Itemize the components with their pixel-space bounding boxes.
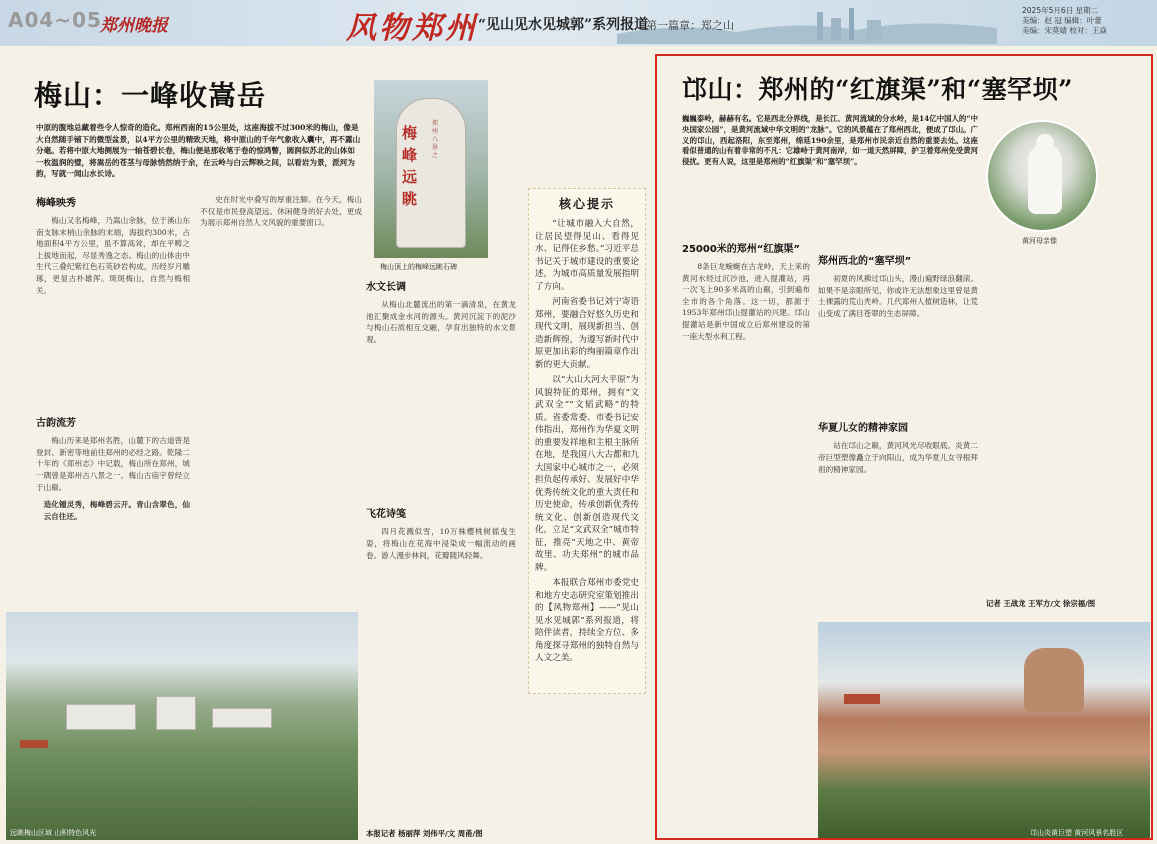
- edition-meta: [1022, 6, 1152, 36]
- stele-inscription: 梅峰远眺: [402, 124, 418, 208]
- giant-statue-shape: [1024, 648, 1084, 712]
- left-article-title: 梅山：一峰收嵩岳: [34, 79, 267, 112]
- core-tips-paragraph: 以“大山大河大平原”为风貌特征的郑州，拥有“文武双全”“文韬武略”的特质。省委常委、市委书记安伟指出，郑州作为华夏文明的重要发祥地和主根主脉所在地，是我国八大古都和九大国家中心城市之一，必须担负起传承好、发展好中华优秀传统文化的重大责任和历史使命，传承创新优秀传统文化、创新创造现代文化，立足“文武双全”城市特征，推亮“天地之中、黄帝故里、功夫郑州”的城市品牌。: [535, 375, 639, 573]
- right-article-title: 邙山：郑州的“红旗渠”和“塞罕坝”: [682, 75, 1074, 104]
- section-text-jingshen: 站在邙山之巅，黄河风光尽收眼底。炎黄二帝巨型塑像矗立于向阳山，成为华夏儿女寻根拜祖的精神家园。: [818, 441, 978, 474]
- mangshan-yandi-huangdi-statue-photo: [818, 622, 1150, 838]
- section-heading-jingshen: 华夏儿女的精神家园: [818, 423, 908, 435]
- right-column-1: [682, 240, 810, 836]
- right-column-3: [986, 252, 1146, 616]
- left-column-3: [366, 278, 516, 604]
- chapter-label: 第一篇章：郑之山: [646, 19, 734, 32]
- stele-side-inscription: 郑州八景之: [432, 120, 439, 159]
- right-article-lead: 巍巍泰岭，赫赫有名。它是西北分界线，是长江、黄河流域的分水岭，是14亿中国人的“中央国家公园”，是黄河流域中华文明的“龙脉”。它的风景蕴在了郑州西北，便成了邙山。广义的邙山，西起洛阳，东至郑州，绵延190余里，是郑州市民亲近自然的重要去处。这座看似普通的山有着非常的不凡：它雄峙于黄河南岸，如一道天然屏障，护卫着郑州免受黄河侵扰。更有人说，这里是郑州的“红旗渠”和“塞罕坝”。: [682, 114, 978, 167]
- left-column-2: [200, 194, 362, 604]
- core-tips-title: 核心提示: [558, 197, 615, 211]
- series-title: 风物郑州: [346, 11, 478, 46]
- section-heading-feihua: 飞花诗笺: [366, 509, 406, 521]
- section-text-saihanba: 初夏的风拂过邙山头，漫山遍野绿浪翻滚。如果不是亲眼所见，你或许无法想象这里曾是黄土裸露的荒山秃岭。几代郑州人植树造林，让荒山变成了满目苍翠的生态屏障。: [818, 274, 978, 318]
- section-text-continued: 史在时光中叠写的厚重注脚。在今天，梅山不仅是市民登高望远、休闲健身的好去处，更成为展示郑州自然人文风貌的重要窗口。: [200, 195, 362, 228]
- stele-photo-caption: 梅山顶上的梅峰远眺石碑: [380, 263, 457, 271]
- statue-body-shape: [1028, 144, 1062, 214]
- park-photo-caption: 远眺梅山区域 山积特色风光: [10, 829, 97, 837]
- section-heading-meifeng: 梅峰映秀: [36, 198, 76, 209]
- section-heading-hongqiqu: 25000米的郑州“红旗渠”: [682, 244, 800, 255]
- section-text-hongqiqu: 8条巨龙蜿蜒在古龙岭，天上来的黄河水经过沉沙池，进入提灌站，再一次飞上90多米高的山巅，引到遍布全市的各个角落。这一切，都源于1953年郑州邙山提灌站的兴建。邙山提灌站是新中国成立后郑州建设的第一座大型水利工程。: [682, 262, 810, 341]
- rooftop-shape: [20, 740, 48, 748]
- mangshan-photo-caption: 邙山炎黄巨塑 黄河风景名胜区: [1030, 829, 1124, 837]
- newspaper-logo: 郑州晚报: [100, 16, 168, 36]
- core-tips-paragraph: 本报联合郑州市委党史和地方史志研究室策划推出的【风物郑州】——“见山见水见城郭”系列报道，将陪伴读者，持续全方位、多角度探寻郑州的独特自然与人文之美。: [535, 578, 639, 663]
- section-heading-shuiwen: 水文长调: [366, 282, 406, 293]
- section-text-shuiwen: 从梅山北麓流出的第一滴清泉，在黄龙池汇聚成金水河的源头。黄河沉淀下的泥沙与梅山石质相互交融，孕育出独特的水文景观。: [366, 300, 516, 344]
- section-heading-saihanba: 郑州西北的“塞罕坝”: [818, 256, 912, 267]
- pavilion-roof-shape: [844, 694, 880, 704]
- meishan-landscape-photo: [6, 612, 358, 840]
- editor-line: 美编：赵 冠 编辑：叶蕾: [1022, 16, 1102, 25]
- yellow-river-mother-statue-photo: [986, 120, 1098, 232]
- building-shape: [66, 704, 136, 730]
- series-subtitle: “见山见水见城郭”系列报道: [478, 17, 649, 33]
- poem-verse: 造化锺灵秀，梅峰碧云开。青山含翠色，仙云自往还。: [43, 500, 190, 521]
- left-article-byline: 本报记者 杨丽萍 刘伟平/文 周甬/图: [366, 829, 483, 838]
- core-tips-box: [528, 188, 646, 694]
- building-shape: [212, 708, 272, 728]
- statue-caption: 黄河母亲像: [1022, 237, 1057, 245]
- section-text-feihua: 四月花溅似雪，10万株樱桃树摇曳生姿，将梅山在花海中浸染成一幅流动的画卷。游人漫步林间，花瓣随风轻舞。: [366, 527, 516, 560]
- section-heading-guyun: 古韵流芳: [36, 418, 76, 430]
- left-column-1: [36, 194, 190, 604]
- page-number: A04~05: [8, 8, 102, 32]
- right-article-byline: 记者 王战龙 王军方/文 徐宗福/图: [986, 599, 1096, 608]
- date-line: 2025年5月6日 星期二: [1022, 6, 1099, 15]
- building-shape: [156, 696, 196, 730]
- core-tips-paragraph: 河南省委书记刘宁寄语郑州，要融合好悠久历史和现代文明，展现新担当、创造新辉煌，为遵写新时代中原更加出彩的绚丽篇章作出新的更大贡献。: [535, 297, 639, 370]
- section-text-meifeng: 梅山又名梅峰，乃嵩山余脉，位于溪山东南支脉末梢山余脉的末端，海拔约300米，占地面积4平方公里，虽不算高耸，却在平畴之上拔地而起，尽显秀逸之态。梅山的山体由中生代三叠纪紫红色石英砂岩构成，历经岁月雕琢，更显古朴雄浑。斑斑梅山，自然与梅相关。: [36, 216, 190, 295]
- left-article-lead: 中原的腹地总藏着些令人惊奇的造化。郑州西南的15公里处，这座海拔不过300米的梅山，像是大自然随手铺下的微型盆景，以4平方公里的精致天地，将中原山的千年气象收入囊中，再不露山分毫。若将中原大地侧展为一轴苍碧长卷，梅山便是那收笔于卷的惊鸿瞥，圆润似苏北的山体如一枚温润的璧，将嵩岳的苍茎与母脉悄然纳于余，在云岭与白云辉映之间，以看岩为景，派河为韵，写就一闻山水长诗。: [36, 123, 361, 178]
- section-text-guyun: 梅山历来是郑州名胜，山麓下的古道曾是登封、新密等地前往郑州的必经之路。乾隆二十年的《郑州志》中记载，梅山所在郑州，城一隅曾是郑州古八景之一。梅山古庙宇曾经立于山巅。: [36, 436, 190, 492]
- right-column-2: [818, 252, 978, 616]
- page-header: [0, 0, 1157, 46]
- proof-line: 美编：宋莫婧 校对：王焱: [1022, 26, 1107, 35]
- core-tips-paragraph: “让城市融入大自然，让居民望得见山、看得见水、记得住乡愁。”习近平总书记关于城市建设的重要论述，为城市高质量发展指明了方向。: [535, 219, 639, 292]
- stele-photo: [374, 80, 488, 258]
